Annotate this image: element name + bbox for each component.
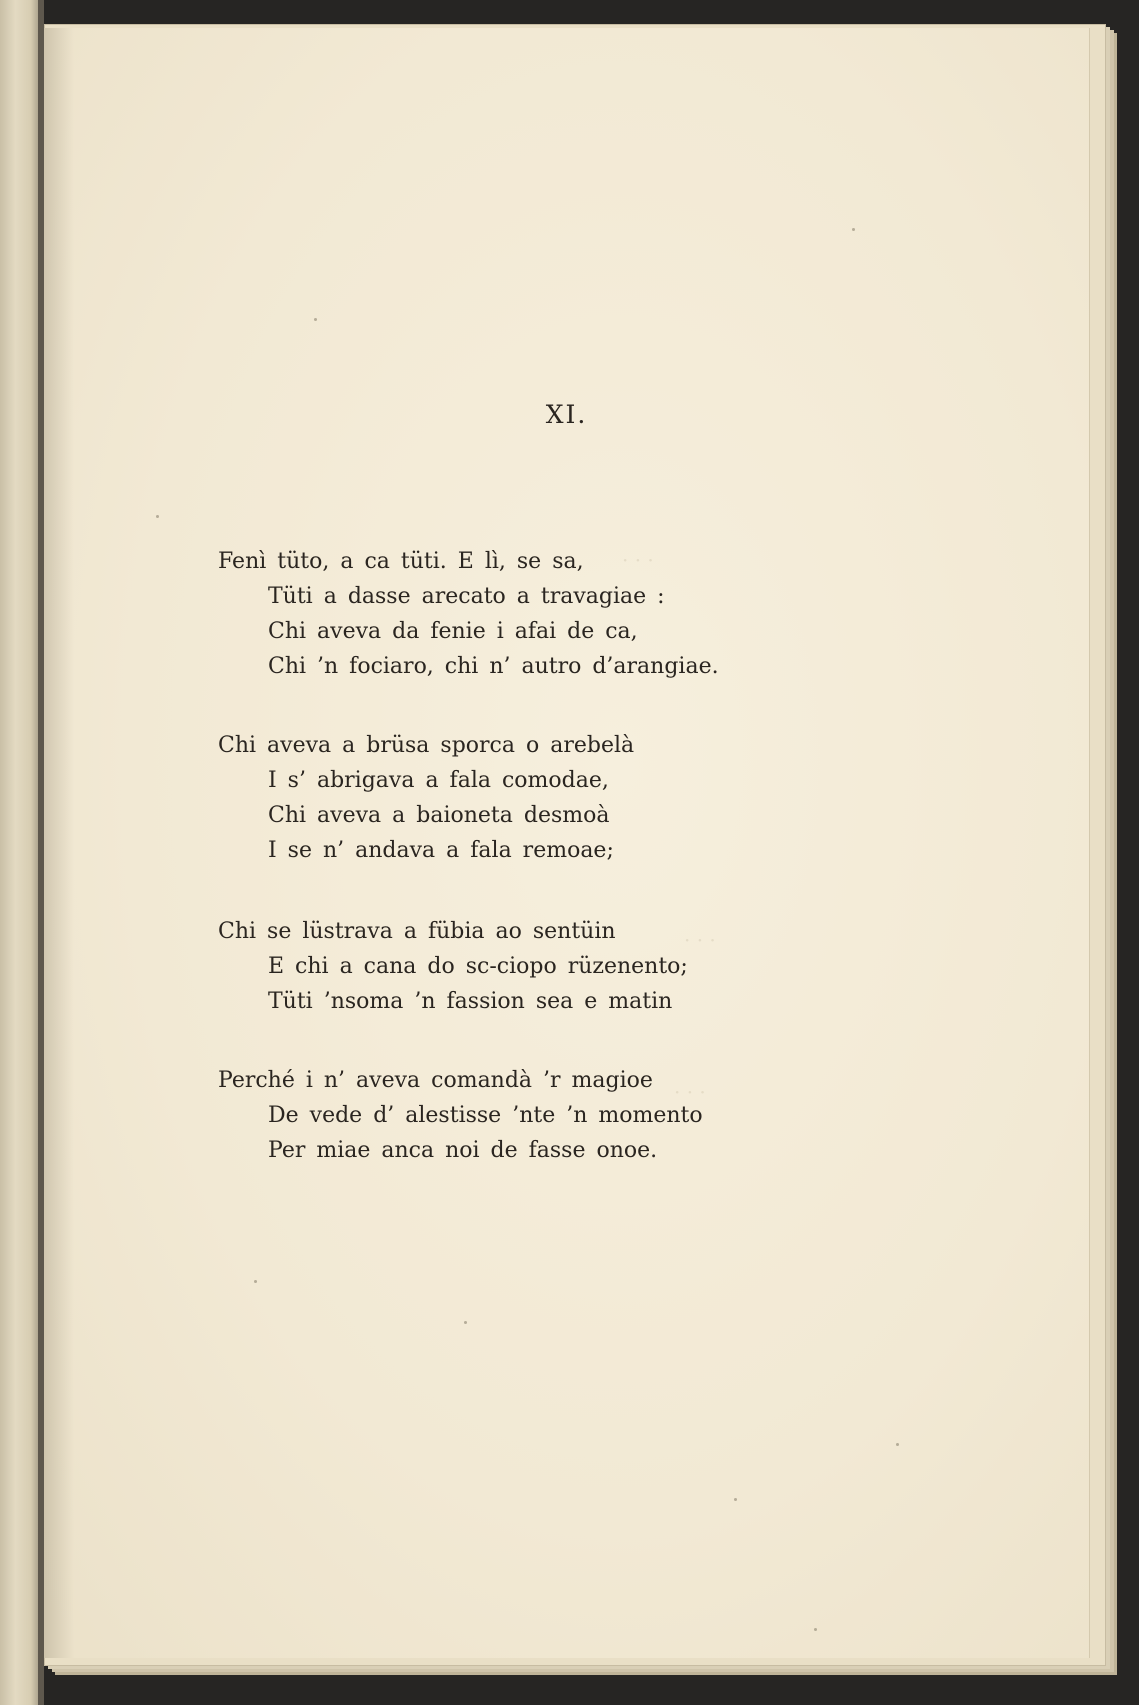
verse-line: Chi aveva a brüsa sporca o arebelà [218,733,635,758]
verse-line: De vede d’ alestisse ’nte ’n momento [268,1103,703,1128]
paper-speck [852,228,855,231]
show-through-mark: · · · [684,928,716,952]
verse-line: I s’ abrigava a fala comodae, [268,768,609,793]
verse-line: Perché i n’ aveva comandà ’r magioe [218,1068,653,1093]
verse-line: Chi aveva a baioneta desmoà [268,803,610,828]
paper-speck [734,1498,737,1501]
verse-line: Tüti a dasse arecato a travagiae : [268,584,665,609]
stanza-4 [218,1063,918,1168]
paper-speck [314,318,317,321]
paper-speck [254,1280,257,1283]
verse-line: Chi ’n fociaro, chi n’ autro d’arangiae. [268,654,719,679]
paper-speck [464,1321,467,1324]
stanza-3 [218,914,918,1019]
show-through-mark: · · · [622,548,654,572]
verse-line: Fenì tüto, a ca tüti. E lì, se sa, [218,549,584,574]
paper-speck [814,1628,817,1631]
stanza-2 [218,728,918,868]
book-page [44,28,1090,1658]
paper-speck [896,1443,899,1446]
verse-line: Tüti ’nsoma ’n fassion sea e matin [268,989,673,1014]
stanza-1 [218,544,918,684]
verse-line: Per miae anca noi de fasse onoe. [268,1138,658,1163]
verse-line: E chi a cana do sc-ciopo rüzenento; [268,954,688,979]
verse-line: Chi aveva da fenie i afai de ca, [268,619,638,644]
show-through-mark: · · · [674,1080,706,1104]
chapter-number: XI. [545,400,588,429]
verse-line: Chi se lüstrava a fübia ao sentüin [218,919,616,944]
verse-line: I se n’ andava a fala remoae; [268,838,614,863]
paper-speck [156,515,159,518]
